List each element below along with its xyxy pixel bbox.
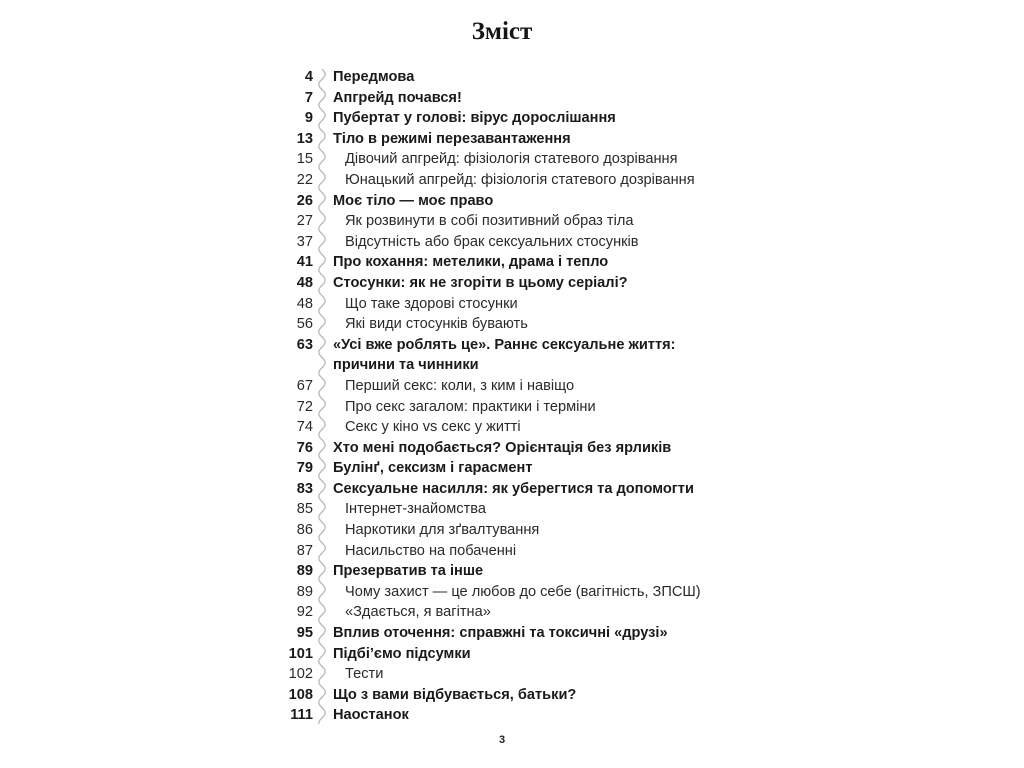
- toc-entry-title: Пубертат у голові: вірус дорослішання: [333, 110, 616, 127]
- toc-page-number: 111: [290, 707, 313, 724]
- toc-entry-title: Сексуальне насилля: як уберегтися та допомогти: [333, 480, 694, 497]
- page-number: 3: [498, 734, 506, 746]
- toc-page-number: 76: [296, 439, 313, 456]
- toc-entry-title: Наркотики для зґвалтування: [345, 522, 540, 539]
- toc-entry-title: Тіло в режимі перезавантаження: [333, 130, 571, 147]
- toc-chapter-entry: [262, 561, 782, 582]
- toc-section-entry: [262, 294, 782, 315]
- toc-entry-title: Юнацький апгрейд: фізіологія статевого дозрівання: [345, 171, 695, 188]
- toc-chapter-entry: [262, 644, 782, 665]
- toc-chapter-entry: [262, 623, 782, 644]
- toc-entry-title: Секс у кіно vs секс у житті: [345, 419, 521, 436]
- toc-entry-title: Моє тіло — моє право: [333, 192, 494, 209]
- toc-chapter-entry: [262, 108, 782, 129]
- toc-section-entry: [262, 149, 782, 170]
- toc-chapter-entry: [262, 129, 782, 150]
- toc-chapter-entry: [262, 458, 782, 479]
- toc-entry-title: «Здається, я вагітна»: [345, 604, 491, 621]
- toc-page-number: 22: [296, 171, 313, 188]
- toc-chapter-entry: [262, 685, 782, 706]
- toc-entry-title: Наостанок: [333, 707, 409, 724]
- toc-page-number: 102: [288, 666, 313, 683]
- toc-entry-title: Що з вами відбувається, батьки?: [333, 686, 577, 703]
- toc-chapter-entry: [262, 479, 782, 500]
- toc-page-number: 74: [296, 419, 313, 436]
- toc-page-number: 41: [296, 254, 313, 271]
- toc-page-number: 92: [296, 604, 313, 621]
- toc-page-number: 4: [304, 69, 313, 85]
- toc-page-number: 89: [296, 583, 313, 600]
- toc-chapter-entry: [262, 335, 782, 376]
- toc-page-number: 13: [296, 130, 313, 147]
- toc-section-entry: [262, 520, 782, 541]
- toc-section-entry: [262, 232, 782, 253]
- toc-chapter-entry: [262, 438, 782, 459]
- toc-page-number: 7: [304, 89, 313, 106]
- toc-page-number: 86: [296, 522, 313, 539]
- toc-chapter-entry: [262, 705, 782, 726]
- toc-entry-title: Презерватив та інше: [333, 563, 484, 580]
- toc-page-number: 67: [296, 377, 313, 394]
- toc-section-entry: [262, 397, 782, 418]
- toc-section-entry: [262, 664, 782, 685]
- toc-section-entry: [262, 499, 782, 520]
- toc-page-number: 101: [288, 645, 313, 662]
- toc-chapter-entry: [262, 67, 782, 88]
- toc-entry-title: Як розвинути в собі позитивний образ тіла: [345, 213, 634, 230]
- toc-entry-title: «Усі вже роблять це». Раннє сексуальне життя:: [333, 336, 676, 353]
- toc-entry-title: Про секс загалом: практики і терміни: [345, 398, 596, 415]
- toc-entry-title: Передмова: [333, 69, 415, 85]
- toc-entry-title: Підбі’ємо підсумки: [333, 645, 471, 662]
- toc-page-number: 72: [296, 398, 313, 415]
- page-title: Зміст: [471, 18, 533, 45]
- toc-entry-title: Хто мені подобається? Орієнтація без ярликів: [333, 439, 672, 456]
- toc-chapter-entry: [262, 191, 782, 212]
- toc-chapter-entry: [262, 273, 782, 294]
- toc-page-number: 37: [296, 233, 313, 250]
- toc-page-number: 79: [296, 460, 313, 477]
- toc-page-number: 63: [296, 336, 313, 353]
- toc-section-entry: [262, 376, 782, 397]
- toc-page-number: 15: [296, 151, 313, 168]
- toc-entry-title: Булінґ, сексизм і гарасмент: [333, 460, 533, 477]
- toc-section-entry: [262, 541, 782, 562]
- toc-page-number: 27: [296, 213, 313, 230]
- toc-section-entry: [262, 211, 782, 232]
- toc-section-entry: [262, 170, 782, 191]
- toc-section-entry: [262, 582, 782, 603]
- toc-page-number: 83: [296, 480, 313, 497]
- toc-page-number: 108: [288, 686, 313, 703]
- toc-page-number: 48: [296, 295, 313, 312]
- toc-entry-title: Вплив оточення: справжні та токсичні «друзі»: [333, 625, 668, 642]
- toc-section-entry: [262, 602, 782, 623]
- table-of-contents: [262, 67, 782, 726]
- toc-page-number: 26: [296, 192, 313, 209]
- toc-entry-title: Про кохання: метелики, драма і тепло: [333, 254, 609, 271]
- toc-entry-title: Інтернет-знайомства: [345, 501, 486, 518]
- toc-entry-title: Відсутність або брак сексуальних стосунків: [345, 233, 639, 250]
- toc-page-number: 56: [296, 316, 313, 333]
- toc-entry-title: Дівочий апгрейд: фізіологія статевого дозрівання: [345, 151, 678, 168]
- toc-page-number: 89: [296, 563, 313, 580]
- toc-page-number: 9: [304, 110, 313, 127]
- toc-entry-title: Перший секс: коли, з ким і навіщо: [345, 377, 575, 394]
- toc-entry-title: Апгрейд почався!: [333, 89, 462, 106]
- toc-chapter-entry: [262, 88, 782, 109]
- toc-entry-title: Які види стосунків бувають: [345, 316, 528, 333]
- toc-chapter-entry: [262, 252, 782, 273]
- toc-page-number: 87: [296, 542, 313, 559]
- toc-section-entry: [262, 314, 782, 335]
- toc-section-entry: [262, 417, 782, 438]
- toc-entry-title: Насильство на побаченні: [345, 542, 517, 559]
- toc-entry-title: Стосунки: як не згоріти в цьому серіалі?: [333, 274, 628, 291]
- toc-page-number: 48: [296, 274, 313, 291]
- toc-page-number: 85: [296, 501, 313, 518]
- toc-entry-title: Що таке здорові стосунки: [345, 295, 518, 312]
- toc-page-number: 95: [296, 625, 313, 642]
- toc-entry-title: Чому захист — це любов до себе (вагітність, ЗПСШ): [345, 583, 701, 600]
- toc-entry-title-continued: причини та чинники: [333, 357, 479, 374]
- toc-entry-title: Тести: [345, 666, 384, 683]
